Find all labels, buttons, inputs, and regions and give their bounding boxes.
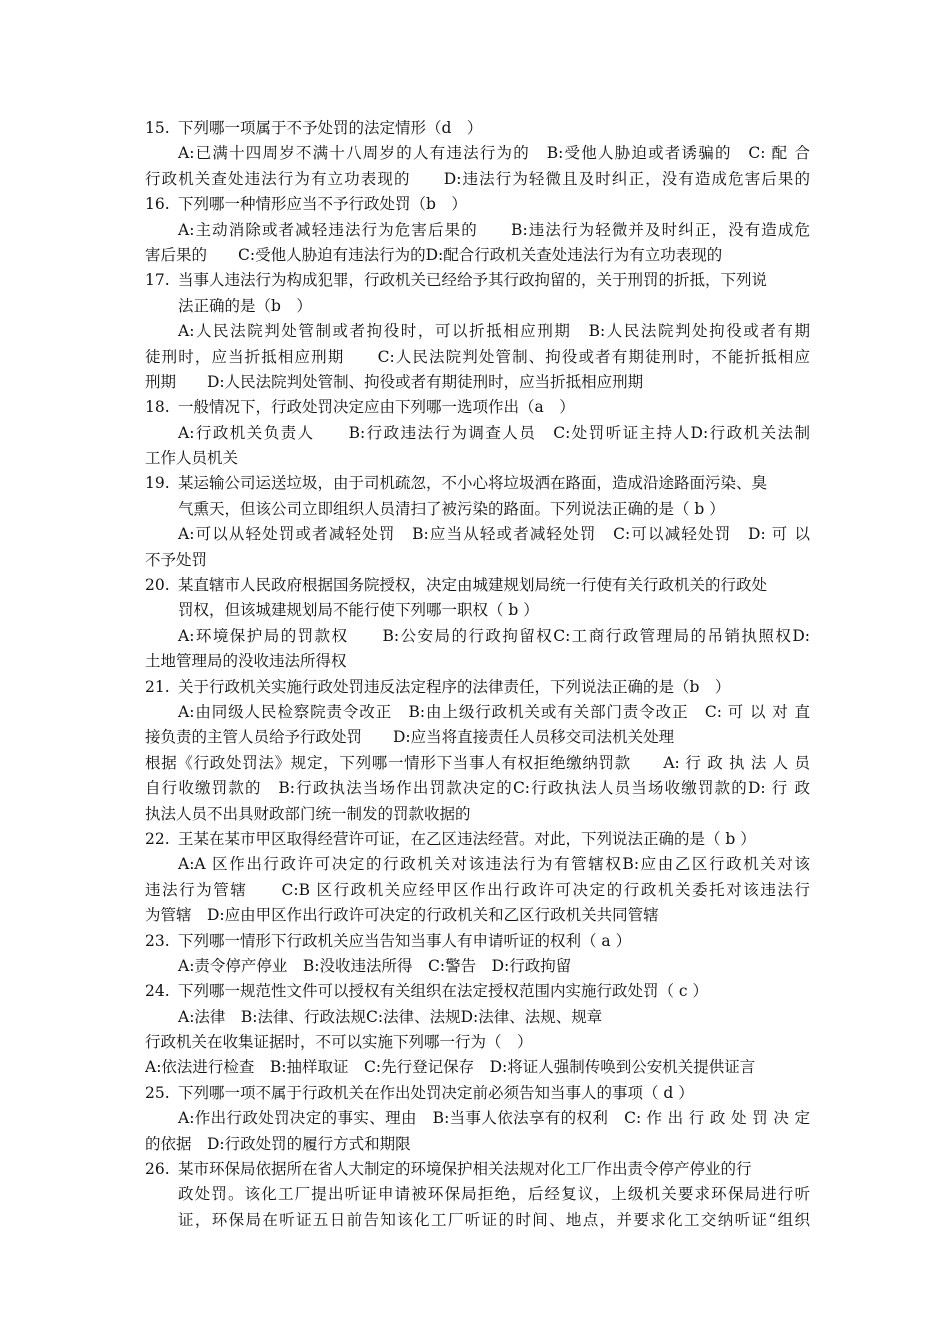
question-number: 18. (145, 398, 170, 417)
question-18-options-cont: 工作人员机关 (145, 449, 239, 468)
question-20-options-cont: 土地管理局的没收违法所得权 (145, 652, 347, 671)
question-20 (145, 573, 810, 598)
question-15-options: A:已满十四周岁不满十八周岁的人有违法行为的 B:受他人胁迫或者诱骗的 C: 配 合 (178, 144, 810, 163)
question-number: 17. (145, 271, 170, 290)
question-16-options: A:主动消除或者减轻违法行为危害后果的 B:违法行为轻微并及时纠正，没有造成危 (178, 220, 810, 239)
question-21 (145, 675, 810, 700)
question-19 (145, 471, 810, 496)
question-22-options-cont: 为管辖 D:应由甲区作出行政许可决定的行政机关和乙区行政机关共同管辖 (145, 906, 659, 925)
question-number: 26. (145, 1160, 170, 1179)
question-number: 22. (145, 829, 170, 848)
question-stem: 下列哪一规范性文件可以授权有关组织在法定授权范围内实施行政处罚（ c ） (178, 982, 709, 1001)
question-unnumbered-2: 行政机关在收集证据时，不可以实施下列哪一行为（ ） (145, 1033, 533, 1052)
question-stem: 下列哪一项属于不予处罚的法定情形（d ） (178, 119, 483, 137)
question-15 (145, 116, 810, 141)
question-20-options: A:环境保护局的罚款权 B:公安局的行政拘留权C:工商行政管理局的吊销执照权D: (178, 626, 810, 645)
question-23-options: A:责令停产停业 B:没收违法所得 C:警告 D:行政拘留 (178, 956, 572, 975)
question-unnumbered-1-cont: 执法人员不出具财政部门统一制发的罚款收据的 (145, 804, 471, 823)
question-18-options: A:行政机关负责人 B:行政违法行为调查人员 C:处罚听证主持人D:行政机关法制 (178, 423, 810, 442)
question-stem: 下列哪一种情形应当不予行政处罚（b ） (178, 195, 467, 214)
question-26 (145, 1157, 810, 1182)
document-body (145, 116, 810, 1233)
question-number: 16. (145, 195, 170, 214)
question-25 (145, 1081, 810, 1106)
question-26-stem-cont: 证，环保局在听证五日前告知该化工厂听证的时间、地点，并要求化工交纳听证“组织 (178, 1210, 810, 1229)
question-stem: 关于行政机关实施行政处罚违反法定程序的法律责任，下列说法正确的是（b ） (178, 677, 731, 696)
question-number: 25. (145, 1083, 170, 1102)
question-18 (145, 395, 810, 420)
question-number: 24. (145, 982, 170, 1001)
question-19-options: A:可以从轻处罚或者减轻处罚 B:应当从轻或者减轻处罚 C:可以减轻处罚 D: 可 以 (178, 525, 810, 544)
question-stem: 某直辖市人民政府根据国务院授权，决定由城建规划局统一行使有关行政机关的行政处 (178, 576, 768, 595)
question-16-options-cont: 害后果的 C:受他人胁迫有违法行为的D:配合行政机关查处违法行为有立功表现的 (145, 245, 723, 264)
question-23 (145, 929, 810, 954)
question-17-options-cont: 徒刑时，应当折抵相应刑期 C:人民法院判处管制、拘役或者有期徒刑时，不能折抵相应 (145, 347, 810, 366)
question-number: 20. (145, 576, 170, 595)
question-stem: 下列哪一情形下行政机关应当告知当事人有申请听证的权利（ a ） (178, 931, 632, 950)
question-21-options: A:由同级人民检察院责令改正 B:由上级行政机关或有关部门责令改正 C: 可 以 对 直 (178, 702, 810, 721)
question-unnumbered-2-options: A:依法进行检查 B:抽样取证 C:先行登记保存 D:将证人强制传唤到公安机关提供证言 (145, 1058, 756, 1077)
question-unnumbered-1-cont: 自行收缴罚款的 B:行政执法当场作出罚款决定的C:行政执法人员当场收缴罚款的D: 行 政 (145, 779, 810, 798)
question-19-options-cont: 不予处罚 (145, 550, 208, 569)
question-17-options-cont: 刑期 D:人民法院判处管制、拘役或者有期徒刑时，应当折抵相应刑期 (145, 372, 644, 391)
question-22 (145, 827, 810, 852)
question-17-stem-cont: 法正确的是（b ） (178, 296, 312, 315)
question-number: 23. (145, 931, 170, 950)
question-number: 21. (145, 677, 170, 696)
question-25-options-cont: 的依据 D:行政处罚的履行方式和期限 (145, 1134, 411, 1153)
question-15-options-cont: 行政机关查处违法行为有立功表现的 D:违法行为轻微且及时纠正，没有造成危害后果的 (145, 169, 810, 188)
question-17-options: A:人民法院判处管制或者拘役时，可以折抵相应刑期 B:人民法院判处拘役或者有期 (178, 322, 810, 341)
question-20-stem-cont: 罚权，但该城建规划局不能行使下列哪一职权（ b ） (178, 601, 539, 620)
question-25-options: A:作出行政处罚决定的事实、理由 B:当事人依法享有的权利 C: 作 出 行 政 处 罚 决 定 (178, 1109, 810, 1128)
question-stem: 王某在某市甲区取得经营许可证，在乙区违法经营。对此，下列说法正确的是（ b ） (178, 829, 756, 848)
question-number: 19. (145, 474, 170, 493)
question-19-stem-cont: 气熏天，但该公司立即组织人员清扫了被污染的路面。下列说法正确的是（ b ） (178, 499, 725, 518)
question-24 (145, 979, 810, 1004)
question-stem: 一般情况下，行政处罚决定应由下列哪一选项作出（a ） (178, 398, 575, 417)
question-24-options: A:法律 B:法律、行政法规C:法律、法规D:法律、法规、规章 (178, 1007, 603, 1026)
question-stem: 某运输公司运送垃圾，由于司机疏忽，不小心将垃圾洒在路面，造成沿途路面污染、臭 (178, 474, 768, 493)
question-26-stem-cont: 政处罚。该化工厂提出听证申请被环保局拒绝，后经复议，上级机关要求环保局进行听 (178, 1185, 810, 1204)
question-16 (145, 192, 810, 217)
question-21-options-cont: 接负责的主管人员给予行政处罚 D:应当将直接责任人员移交司法机关处理 (145, 728, 675, 747)
question-number: 15. (145, 119, 170, 137)
question-stem: 当事人违法行为构成犯罪，行政机关已经给予其行政拘留的，关于刑罚的折抵，下列说 (178, 271, 768, 290)
question-stem: 某市环保局依据所在省人大制定的环境保护相关法规对化工厂作出责令停产停业的行 (178, 1160, 752, 1179)
question-unnumbered-1: 根据《行政处罚法》规定，下列哪一情形下当事人有权拒绝缴纳罚款 A: 行 政 执 法 人 员 (145, 753, 810, 772)
question-17 (145, 268, 810, 293)
question-22-options: A:A 区作出行政许可决定的行政机关对该违法行为有管辖权B:应由乙区行政机关对该 (178, 855, 810, 874)
question-22-options-cont: 违法行为管辖 C:B 区行政机关应经甲区作出行政许可决定的行政机关委托对该违法行 (145, 880, 810, 899)
question-stem: 下列哪一项不属于行政机关在作出处罚决定前必须告知当事人的事项（ d ） (178, 1083, 694, 1102)
